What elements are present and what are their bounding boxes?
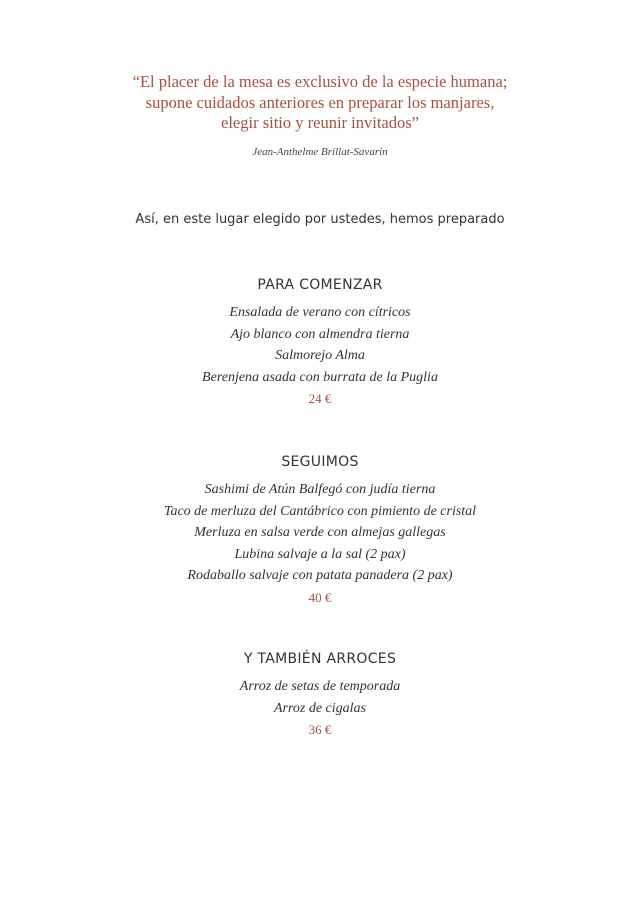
section-price: 36 € [308,722,332,737]
menu-item: Salmorejo Alma [275,348,365,363]
quote-line: supone cuidados anteriores en preparar los manjares, [145,92,495,112]
menu-item: Sashimi de Atún Balfegó con judía tierna [204,482,436,497]
section-price: 40 € [308,589,332,605]
section-para-comenzar [0,276,640,410]
section-seguimos [0,453,640,608]
section-arroces [0,650,640,741]
quote-line: elegir sitio y reunir invitados” [221,113,419,132]
menu-item: Ensalada de verano con cítricos [229,305,411,320]
section-title: SEGUIMOS [281,454,359,470]
quote-line: “El placer de la mesa es exclusivo de la especie humana; [132,72,508,91]
quote-author: Jean-Anthelme Brillat-Savarin [252,146,388,158]
menu-item: Arroz de setas de temporada [239,679,401,694]
menu-item: Rodaballo salvaje con patata panadera (2 pax) [187,568,453,583]
menu-item: Ajo blanco con almendra tierna [230,326,410,342]
menu-item: Arroz de cigalas [273,700,367,716]
section-price: 24 € [308,391,332,406]
opening-quote [0,72,640,134]
menu-item: Taco de merluza del Cantábrico con pimiento de cristal [163,503,477,519]
section-title: PARA COMENZAR [257,277,383,293]
menu-item: Berenjena asada con burrata de la Puglia [202,369,438,385]
intro-text: Así, en este lugar elegido por ustedes, hemos preparado [135,212,505,227]
menu-item: Merluza en salsa verde con almejas gallegas [194,525,446,540]
menu-item: Lubina salvaje a la sal (2 pax) [234,546,406,562]
section-title: Y TAMBIÉN ARROCES [243,651,397,667]
